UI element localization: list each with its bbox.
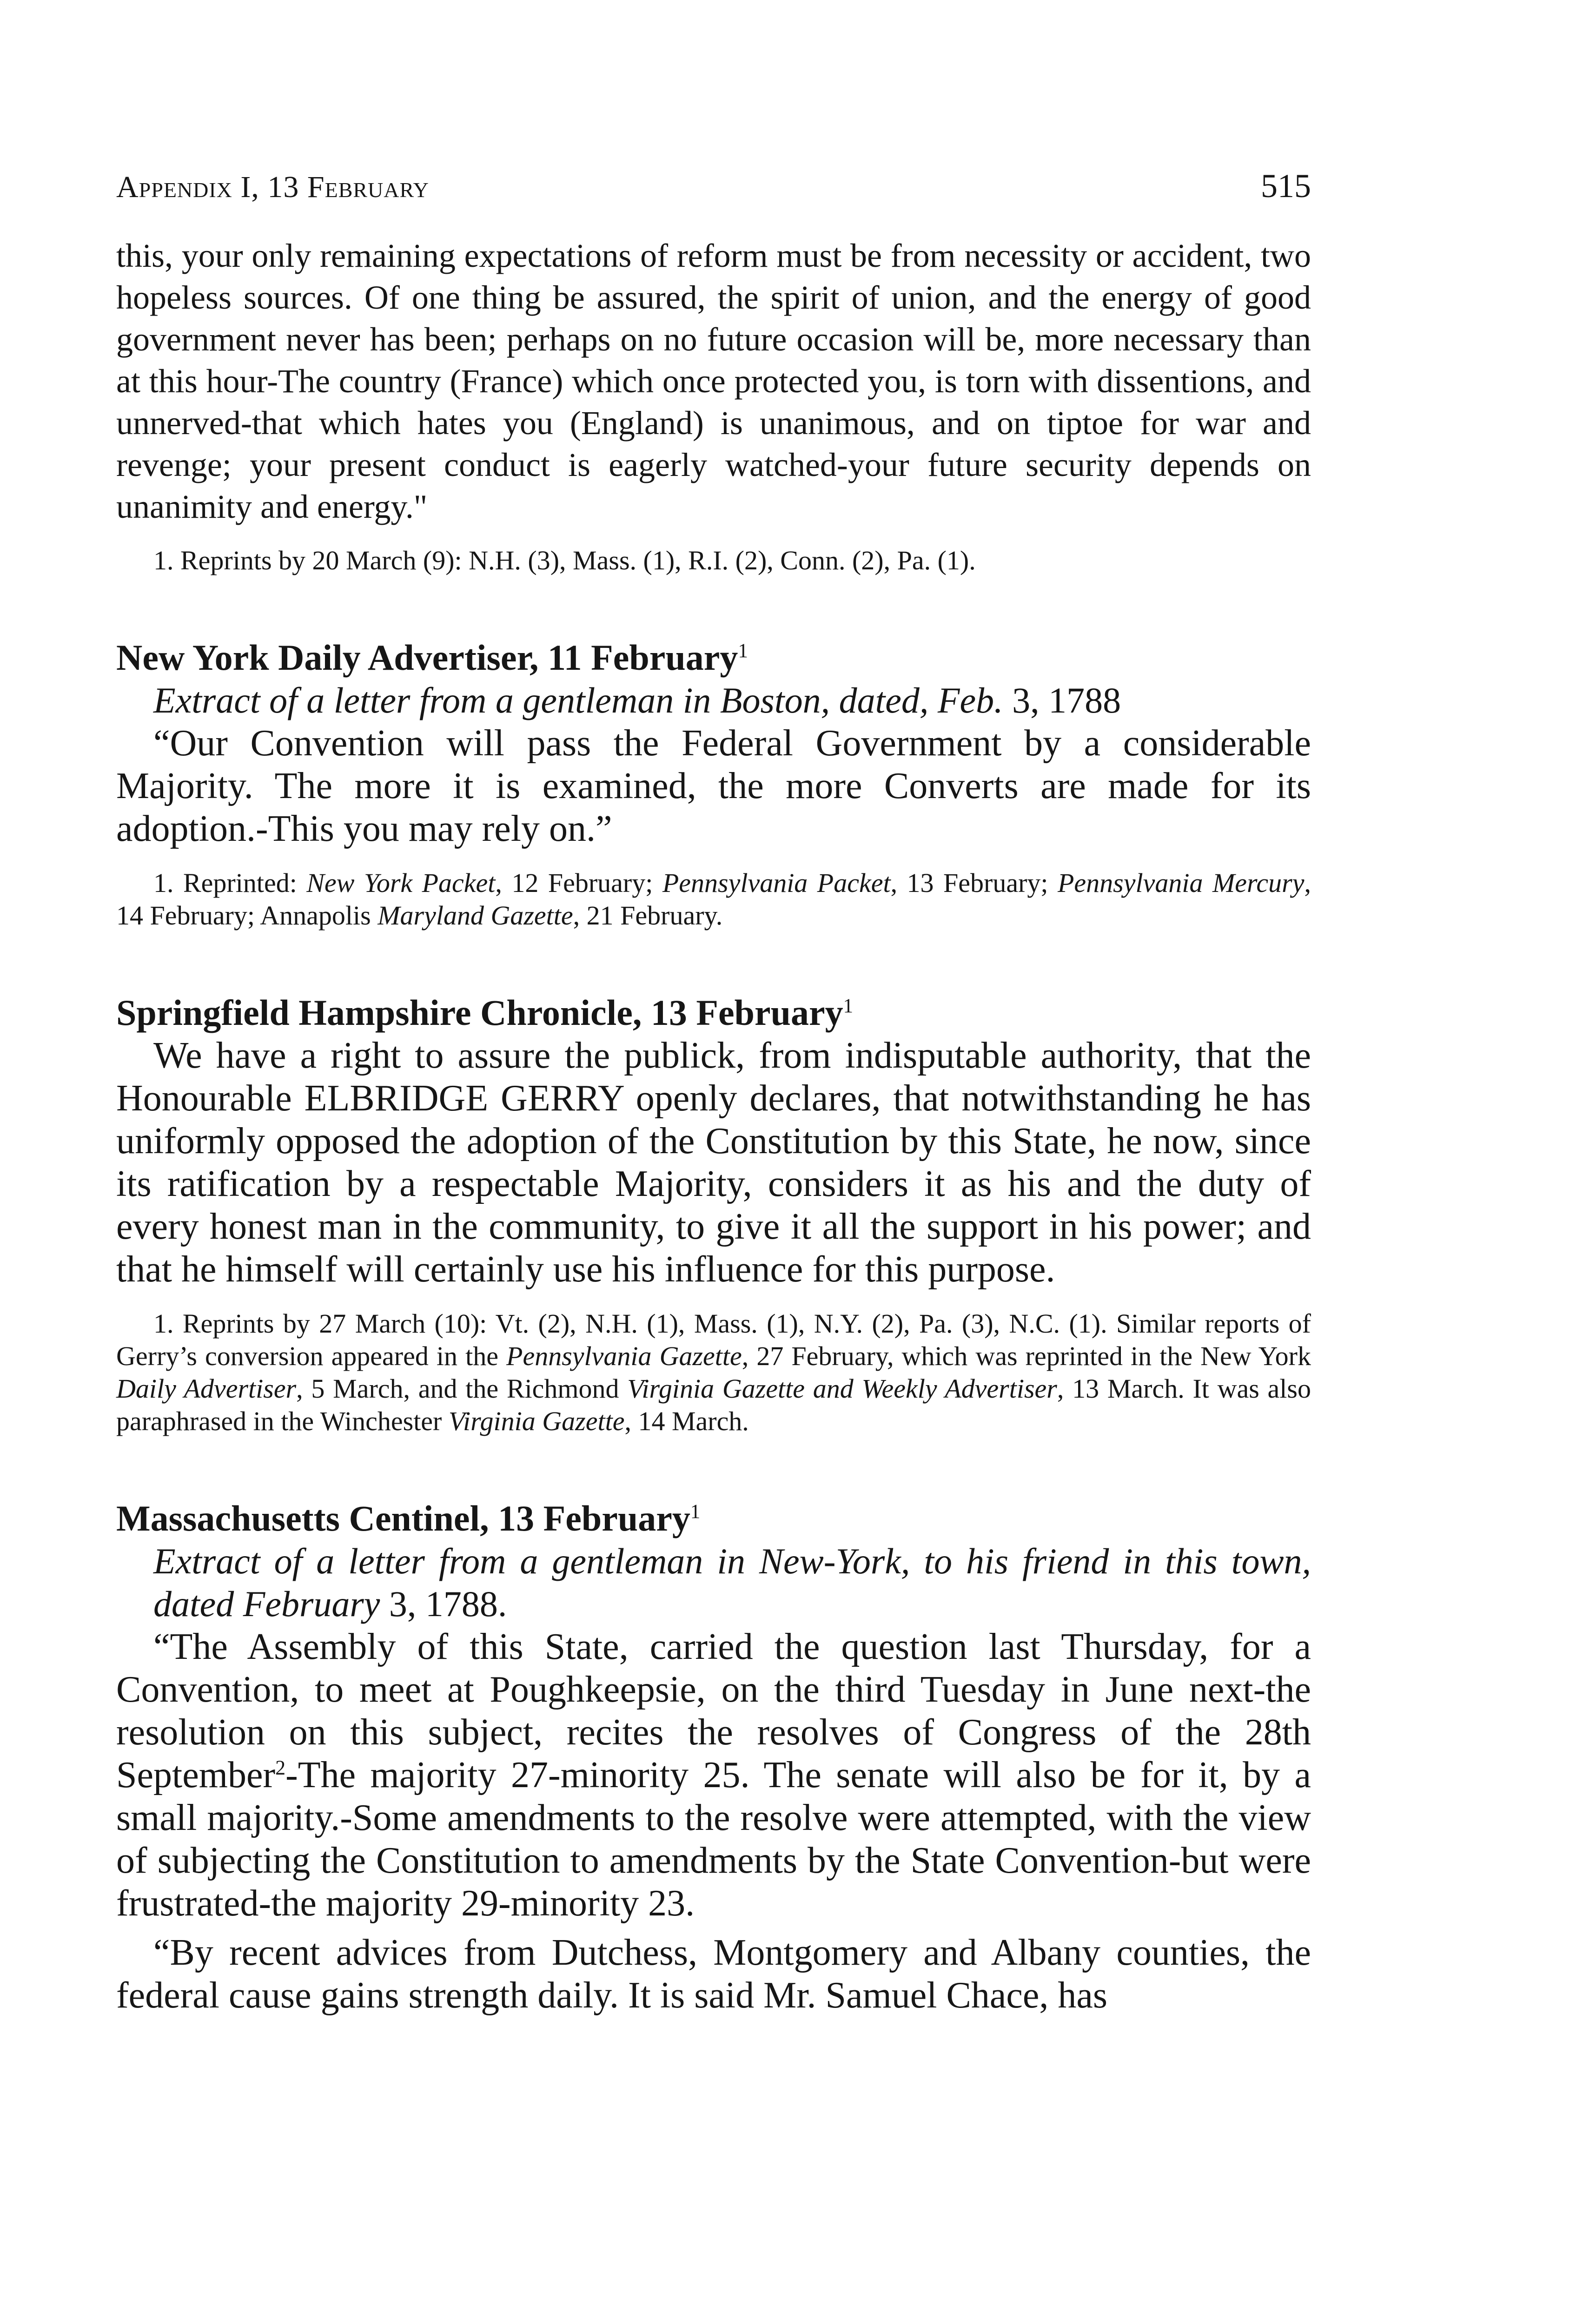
paragraph-text: “The Assembly of this State, carried the question last Thursday, for a Convention, to meet at Poughkeepsie, on the third Tuesday in June next-the resolution on this subject, recites the resolves of Congress of the 28th September (116, 1626, 1311, 1796)
note-title: Virginia Gazette and Weekly Advertiser (627, 1373, 1057, 1404)
page-number: 515 (1261, 167, 1311, 205)
note-title: Pennsylvania Mercury (1058, 868, 1305, 898)
note-text: , 5 March, and the Richmond (296, 1373, 628, 1404)
running-head-title: Appendix I, 13 February (116, 170, 429, 204)
continuation-section (116, 235, 1311, 577)
ny-daily-dateline-italic: Extract of a letter from a gentleman in Boston, dated, Feb. (153, 680, 1003, 720)
ny-daily-text: “Our Convention will pass the Federal Government by a considerable Majority. The more it is examined, the more Converts are made for its adoption.-This you may rely on.” (116, 723, 1311, 849)
note-title: Pennsylvania Gazette (506, 1341, 742, 1371)
paragraph-text: -The majority 27-minority 25. The senate will also be for it, by a small majority.-Some amendments to the resolve were attempted, with the view of subjecting the Constitution to amendments by the State Convention-but were frustrated-the majority 29-minority 23. (116, 1755, 1311, 1924)
springfield-text: We have a right to assure the publick, from indisputable authority, that the Honourable ELBRIDGE GERRY openly declares, that notwithstanding he has uniformly opposed the adoption of the Constitution by this State, he now, since its ratification by a respectable Majority, considers it as his and the duty of every honest man in the community, to give it all the support in his power; and that he himself will certainly use his influence for this purpose. (116, 1035, 1311, 1290)
note-text: 1. Reprinted: (153, 868, 307, 898)
springfield-footnote (116, 1307, 1311, 1438)
ny-daily-advertiser-heading-text: New York Daily Advertiser, 11 February (116, 637, 738, 678)
document-page (116, 167, 1311, 2017)
note-title: Pennsylvania Packet (662, 868, 891, 898)
footnote-marker: 1 (843, 995, 854, 1017)
note-title: Daily Advertiser (116, 1373, 297, 1404)
centinel-paragraph-2: “By recent advices from Dutchess, Montgomery and Albany counties, the federal cause gains strength daily. It is said Mr. Samuel Chace, has (116, 1932, 1311, 2016)
note-title: New York Packet (306, 868, 496, 898)
centinel-section (116, 1497, 1311, 2017)
note-text: , 13 February; (890, 868, 1058, 898)
ny-daily-dateline (116, 679, 1311, 722)
footnote-marker: 2 (275, 1756, 286, 1779)
centinel-heading-text: Massachusetts Centinel, 13 February (116, 1498, 690, 1538)
note-text: , 13 March. It was also paraphrased in the Winchester (116, 1373, 1311, 1436)
footnote-marker: 1 (690, 1501, 701, 1523)
note-text: 1. Reprints by 27 March (10): Vt. (2), N.H. (1), Mass. (1), N.Y. (2), Pa. (3), N.C. (1). Similar reports of Gerry’s conversion appeared in the (116, 1308, 1311, 1371)
ny-daily-dateline-date: 3, 1788 (1003, 680, 1121, 720)
continuation-footnote: 1. Reprints by 20 March (9): N.H. (3), Mass. (1), R.I. (2), Conn. (2), Pa. (1). (153, 545, 976, 575)
running-head (116, 167, 1311, 206)
springfield-heading (116, 991, 1311, 1034)
note-text: , 14 February; Annapolis (116, 868, 1311, 931)
note-title: Maryland Gazette (377, 900, 573, 931)
ny-daily-advertiser-heading (116, 636, 1311, 679)
springfield-section (116, 991, 1311, 1438)
footnote-marker: 1 (738, 640, 748, 662)
centinel-heading (116, 1497, 1311, 1540)
note-title: Virginia Gazette (448, 1406, 625, 1436)
continuation-text: this, your only remaining expectations of reform must be from necessity or accident, two hopeless sources. Of one thing be assured, the spirit of union, and the energy of good government never has been; perhaps on no future occasion will be, more necessary than at this hour-The country (France) which once protected you, is torn with dissentions, and unnerved-that which hates you (England) is unanimous, and on tiptoe for war and revenge; your present conduct is eagerly watched-your future security depends on unanimity and energy." (116, 237, 1311, 525)
note-text: , 14 March. (624, 1406, 749, 1436)
ny-daily-footnote (116, 867, 1311, 932)
springfield-heading-text: Springfield Hampshire Chronicle, 13 February (116, 992, 843, 1033)
note-text: , 27 February, which was reprinted in the New York (742, 1341, 1311, 1371)
note-text: , 12 February; (495, 868, 662, 898)
ny-daily-advertiser-section (116, 636, 1311, 932)
centinel-dateline-italic: Extract of a letter from a gentleman in New-York, to his friend in this town, dated February (153, 1541, 1311, 1624)
centinel-dateline-date: 3, 1788. (380, 1584, 507, 1624)
note-text: , 21 February. (573, 900, 723, 931)
centinel-paragraph-1 (116, 1625, 1311, 1925)
centinel-dateline (116, 1540, 1311, 1625)
